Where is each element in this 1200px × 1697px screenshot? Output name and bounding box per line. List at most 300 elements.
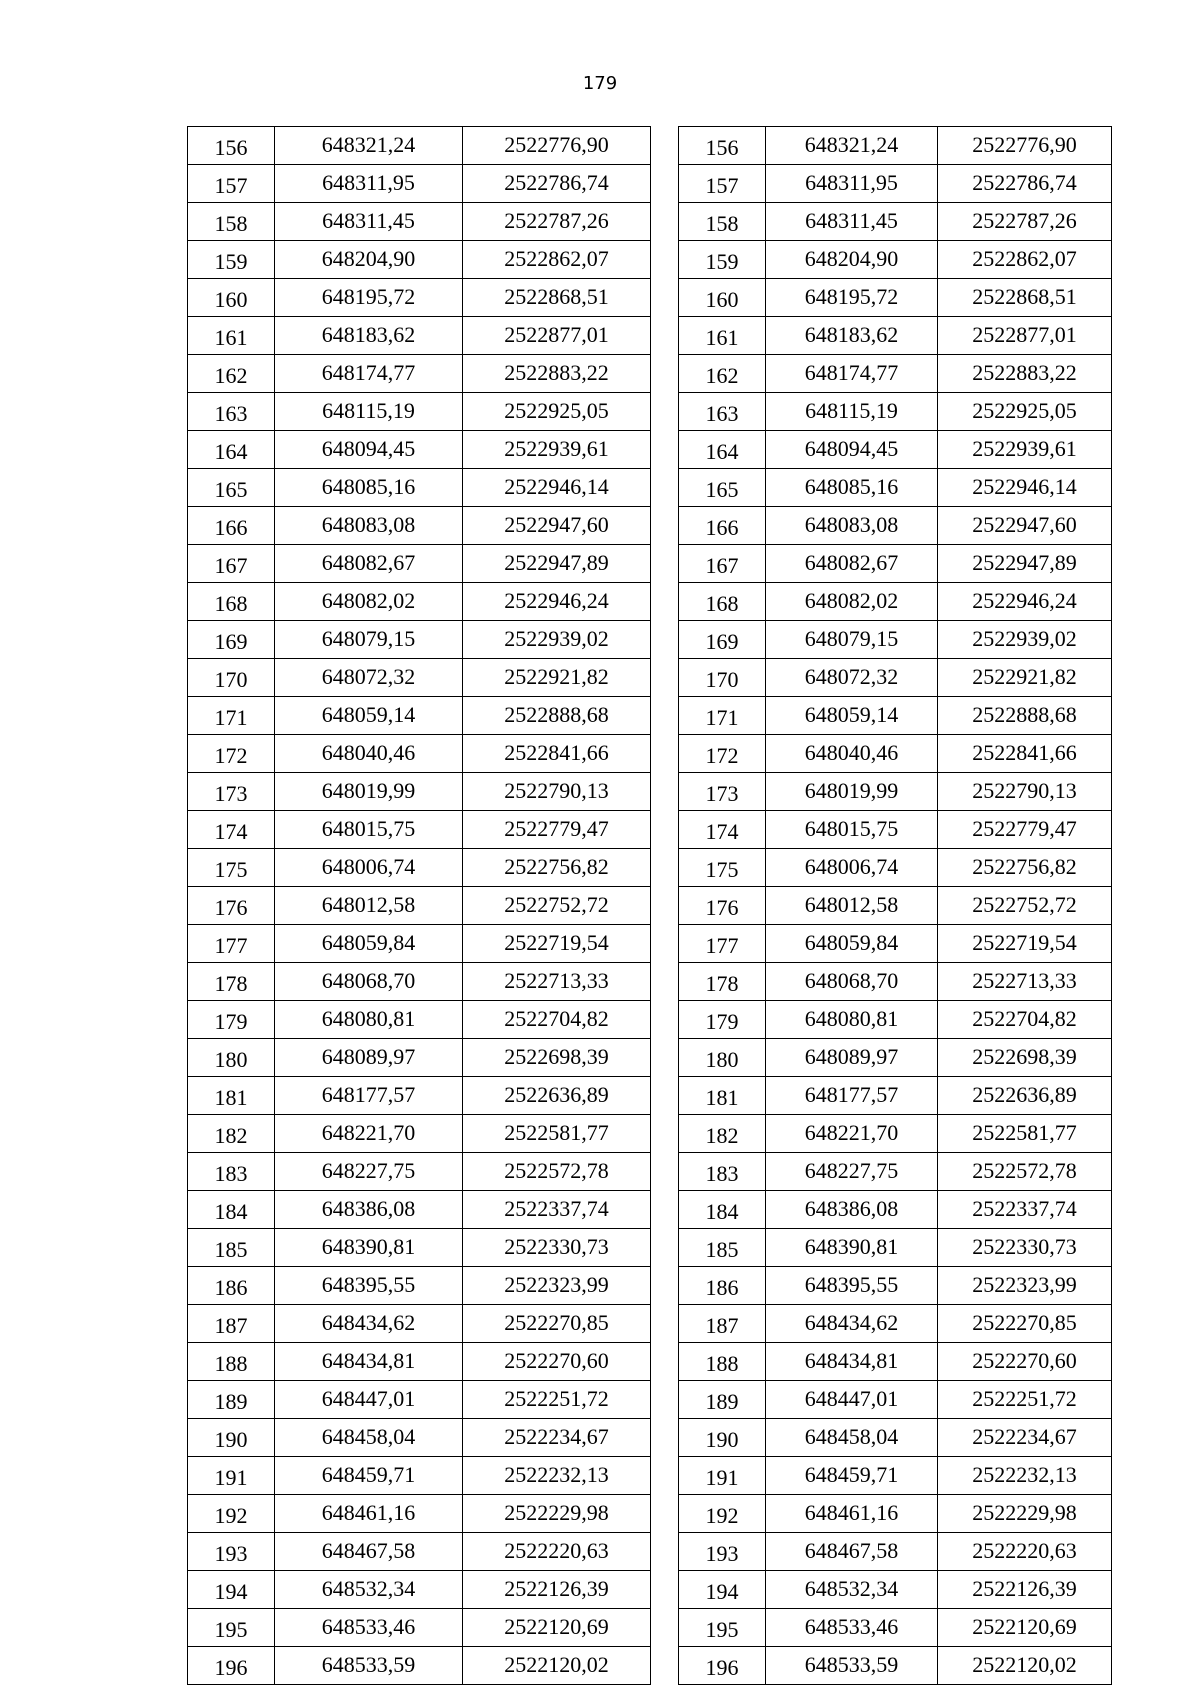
point-number-cell: 168	[188, 583, 275, 621]
table-row	[188, 697, 651, 735]
table-row	[679, 735, 1112, 773]
x-coordinate-cell: 648079,15	[275, 621, 463, 659]
y-coordinate-cell: 2522787,26	[938, 203, 1112, 241]
x-coordinate-cell: 648532,34	[766, 1571, 938, 1609]
x-coordinate-cell: 648434,81	[766, 1343, 938, 1381]
table-row	[679, 1191, 1112, 1229]
table-row	[188, 1229, 651, 1267]
table-row	[188, 925, 651, 963]
table-row	[188, 1077, 651, 1115]
point-number-cell: 182	[679, 1115, 766, 1153]
x-coordinate-cell: 648040,46	[275, 735, 463, 773]
y-coordinate-cell: 2522946,24	[463, 583, 651, 621]
point-number-cell: 192	[679, 1495, 766, 1533]
table-row	[188, 1533, 651, 1571]
table-row	[679, 1305, 1112, 1343]
y-coordinate-cell: 2522698,39	[938, 1039, 1112, 1077]
y-coordinate-cell: 2522752,72	[938, 887, 1112, 925]
table-row	[679, 127, 1112, 165]
point-number-cell: 158	[188, 203, 275, 241]
y-coordinate-cell: 2522946,24	[938, 583, 1112, 621]
point-number-cell: 192	[188, 1495, 275, 1533]
coordinates-table-left-body	[188, 127, 651, 1685]
table-row	[679, 1571, 1112, 1609]
x-coordinate-cell: 648311,45	[766, 203, 938, 241]
x-coordinate-cell: 648458,04	[275, 1419, 463, 1457]
x-coordinate-cell: 648174,77	[766, 355, 938, 393]
point-number-cell: 158	[679, 203, 766, 241]
y-coordinate-cell: 2522779,47	[463, 811, 651, 849]
y-coordinate-cell: 2522636,89	[463, 1077, 651, 1115]
table-row	[679, 659, 1112, 697]
point-number-cell: 178	[679, 963, 766, 1001]
point-number-cell: 190	[679, 1419, 766, 1457]
table-row	[188, 773, 651, 811]
x-coordinate-cell: 648019,99	[275, 773, 463, 811]
y-coordinate-cell: 2522947,89	[463, 545, 651, 583]
table-row	[188, 431, 651, 469]
x-coordinate-cell: 648434,62	[766, 1305, 938, 1343]
y-coordinate-cell: 2522752,72	[463, 887, 651, 925]
x-coordinate-cell: 648386,08	[766, 1191, 938, 1229]
table-row	[679, 1343, 1112, 1381]
x-coordinate-cell: 648195,72	[275, 279, 463, 317]
y-coordinate-cell: 2522337,74	[938, 1191, 1112, 1229]
point-number-cell: 168	[679, 583, 766, 621]
x-coordinate-cell: 648533,46	[275, 1609, 463, 1647]
x-coordinate-cell: 648019,99	[766, 773, 938, 811]
x-coordinate-cell: 648321,24	[766, 127, 938, 165]
x-coordinate-cell: 648227,75	[275, 1153, 463, 1191]
x-coordinate-cell: 648115,19	[275, 393, 463, 431]
y-coordinate-cell: 2522323,99	[463, 1267, 651, 1305]
coordinates-table-right-body	[679, 127, 1112, 1685]
y-coordinate-cell: 2522270,85	[938, 1305, 1112, 1343]
y-coordinate-cell: 2522877,01	[463, 317, 651, 355]
point-number-cell: 185	[679, 1229, 766, 1267]
table-row	[188, 1039, 651, 1077]
table-row	[188, 1647, 651, 1685]
x-coordinate-cell: 648115,19	[766, 393, 938, 431]
table-row	[679, 1381, 1112, 1419]
point-number-cell: 173	[188, 773, 275, 811]
point-number-cell: 185	[188, 1229, 275, 1267]
y-coordinate-cell: 2522713,33	[463, 963, 651, 1001]
x-coordinate-cell: 648390,81	[275, 1229, 463, 1267]
point-number-cell: 165	[679, 469, 766, 507]
x-coordinate-cell: 648083,08	[766, 507, 938, 545]
x-coordinate-cell: 648012,58	[766, 887, 938, 925]
x-coordinate-cell: 648006,74	[766, 849, 938, 887]
table-row	[679, 393, 1112, 431]
table-row	[188, 127, 651, 165]
x-coordinate-cell: 648089,97	[275, 1039, 463, 1077]
y-coordinate-cell: 2522713,33	[938, 963, 1112, 1001]
table-row	[188, 811, 651, 849]
y-coordinate-cell: 2522786,74	[938, 165, 1112, 203]
point-number-cell: 188	[188, 1343, 275, 1381]
table-row	[188, 1343, 651, 1381]
y-coordinate-cell: 2522877,01	[938, 317, 1112, 355]
point-number-cell: 186	[679, 1267, 766, 1305]
y-coordinate-cell: 2522888,68	[463, 697, 651, 735]
point-number-cell: 170	[679, 659, 766, 697]
y-coordinate-cell: 2522636,89	[938, 1077, 1112, 1115]
point-number-cell: 169	[679, 621, 766, 659]
y-coordinate-cell: 2522947,89	[938, 545, 1112, 583]
x-coordinate-cell: 648390,81	[766, 1229, 938, 1267]
y-coordinate-cell: 2522120,02	[463, 1647, 651, 1685]
y-coordinate-cell: 2522698,39	[463, 1039, 651, 1077]
table-row	[679, 203, 1112, 241]
table-row	[188, 279, 651, 317]
y-coordinate-cell: 2522939,61	[938, 431, 1112, 469]
table-row	[188, 393, 651, 431]
point-number-cell: 191	[679, 1457, 766, 1495]
x-coordinate-cell: 648177,57	[766, 1077, 938, 1115]
x-coordinate-cell: 648072,32	[275, 659, 463, 697]
table-row	[679, 1609, 1112, 1647]
point-number-cell: 169	[188, 621, 275, 659]
point-number-cell: 163	[188, 393, 275, 431]
y-coordinate-cell: 2522883,22	[463, 355, 651, 393]
x-coordinate-cell: 648082,02	[766, 583, 938, 621]
table-row	[188, 1495, 651, 1533]
page-number: 179	[582, 73, 618, 94]
x-coordinate-cell: 648204,90	[275, 241, 463, 279]
table-row	[188, 659, 651, 697]
y-coordinate-cell: 2522251,72	[463, 1381, 651, 1419]
point-number-cell: 177	[679, 925, 766, 963]
point-number-cell: 171	[679, 697, 766, 735]
y-coordinate-cell: 2522841,66	[938, 735, 1112, 773]
point-number-cell: 160	[188, 279, 275, 317]
table-row	[679, 545, 1112, 583]
x-coordinate-cell: 648204,90	[766, 241, 938, 279]
table-row	[188, 849, 651, 887]
y-coordinate-cell: 2522704,82	[938, 1001, 1112, 1039]
point-number-cell: 161	[679, 317, 766, 355]
table-row	[679, 1039, 1112, 1077]
y-coordinate-cell: 2522776,90	[938, 127, 1112, 165]
y-coordinate-cell: 2522572,78	[463, 1153, 651, 1191]
y-coordinate-cell: 2522883,22	[938, 355, 1112, 393]
point-number-cell: 163	[679, 393, 766, 431]
y-coordinate-cell: 2522939,02	[463, 621, 651, 659]
point-number-cell: 171	[188, 697, 275, 735]
y-coordinate-cell: 2522921,82	[938, 659, 1112, 697]
table-row	[188, 203, 651, 241]
x-coordinate-cell: 648533,59	[766, 1647, 938, 1685]
point-number-cell: 164	[679, 431, 766, 469]
point-number-cell: 194	[188, 1571, 275, 1609]
y-coordinate-cell: 2522581,77	[463, 1115, 651, 1153]
x-coordinate-cell: 648082,67	[766, 545, 938, 583]
table-row	[188, 1609, 651, 1647]
table-row	[188, 1191, 651, 1229]
x-coordinate-cell: 648040,46	[766, 735, 938, 773]
y-coordinate-cell: 2522947,60	[463, 507, 651, 545]
x-coordinate-cell: 648447,01	[766, 1381, 938, 1419]
table-row	[188, 241, 651, 279]
x-coordinate-cell: 648174,77	[275, 355, 463, 393]
y-coordinate-cell: 2522572,78	[938, 1153, 1112, 1191]
table-row	[679, 1419, 1112, 1457]
point-number-cell: 159	[188, 241, 275, 279]
table-row	[679, 431, 1112, 469]
point-number-cell: 177	[188, 925, 275, 963]
x-coordinate-cell: 648461,16	[766, 1495, 938, 1533]
table-row	[679, 1153, 1112, 1191]
table-row	[679, 1229, 1112, 1267]
x-coordinate-cell: 648434,81	[275, 1343, 463, 1381]
point-number-cell: 164	[188, 431, 275, 469]
x-coordinate-cell: 648311,95	[766, 165, 938, 203]
point-number-cell: 191	[188, 1457, 275, 1495]
x-coordinate-cell: 648085,16	[766, 469, 938, 507]
y-coordinate-cell: 2522270,60	[938, 1343, 1112, 1381]
x-coordinate-cell: 648447,01	[275, 1381, 463, 1419]
point-number-cell: 162	[188, 355, 275, 393]
x-coordinate-cell: 648183,62	[275, 317, 463, 355]
x-coordinate-cell: 648461,16	[275, 1495, 463, 1533]
point-number-cell: 196	[679, 1647, 766, 1685]
x-coordinate-cell: 648015,75	[766, 811, 938, 849]
table-row	[188, 1267, 651, 1305]
y-coordinate-cell: 2522946,14	[463, 469, 651, 507]
point-number-cell: 175	[679, 849, 766, 887]
table-row	[679, 773, 1112, 811]
point-number-cell: 156	[679, 127, 766, 165]
y-coordinate-cell: 2522841,66	[463, 735, 651, 773]
table-row	[188, 1381, 651, 1419]
point-number-cell: 174	[188, 811, 275, 849]
x-coordinate-cell: 648183,62	[766, 317, 938, 355]
table-row	[679, 583, 1112, 621]
point-number-cell: 183	[188, 1153, 275, 1191]
x-coordinate-cell: 648395,55	[766, 1267, 938, 1305]
x-coordinate-cell: 648080,81	[766, 1001, 938, 1039]
y-coordinate-cell: 2522220,63	[938, 1533, 1112, 1571]
point-number-cell: 161	[188, 317, 275, 355]
y-coordinate-cell: 2522126,39	[938, 1571, 1112, 1609]
y-coordinate-cell: 2522779,47	[938, 811, 1112, 849]
point-number-cell: 157	[679, 165, 766, 203]
point-number-cell: 193	[679, 1533, 766, 1571]
point-number-cell: 195	[188, 1609, 275, 1647]
y-coordinate-cell: 2522790,13	[463, 773, 651, 811]
x-coordinate-cell: 648006,74	[275, 849, 463, 887]
point-number-cell: 166	[188, 507, 275, 545]
x-coordinate-cell: 648015,75	[275, 811, 463, 849]
point-number-cell: 187	[188, 1305, 275, 1343]
x-coordinate-cell: 648221,70	[275, 1115, 463, 1153]
x-coordinate-cell: 648068,70	[275, 963, 463, 1001]
x-coordinate-cell: 648082,02	[275, 583, 463, 621]
y-coordinate-cell: 2522925,05	[938, 393, 1112, 431]
x-coordinate-cell: 648094,45	[275, 431, 463, 469]
table-row	[679, 849, 1112, 887]
x-coordinate-cell: 648533,46	[766, 1609, 938, 1647]
point-number-cell: 179	[188, 1001, 275, 1039]
table-row	[188, 317, 651, 355]
x-coordinate-cell: 648094,45	[766, 431, 938, 469]
point-number-cell: 181	[679, 1077, 766, 1115]
y-coordinate-cell: 2522862,07	[463, 241, 651, 279]
point-number-cell: 179	[679, 1001, 766, 1039]
point-number-cell: 183	[679, 1153, 766, 1191]
point-number-cell: 184	[188, 1191, 275, 1229]
table-row	[188, 1115, 651, 1153]
x-coordinate-cell: 648321,24	[275, 127, 463, 165]
x-coordinate-cell: 648079,15	[766, 621, 938, 659]
y-coordinate-cell: 2522232,13	[938, 1457, 1112, 1495]
y-coordinate-cell: 2522120,69	[463, 1609, 651, 1647]
table-row	[679, 621, 1112, 659]
table-row	[679, 1077, 1112, 1115]
table-row	[188, 1153, 651, 1191]
x-coordinate-cell: 648059,14	[766, 697, 938, 735]
point-number-cell: 174	[679, 811, 766, 849]
point-number-cell: 172	[188, 735, 275, 773]
point-number-cell: 165	[188, 469, 275, 507]
y-coordinate-cell: 2522704,82	[463, 1001, 651, 1039]
table-row	[188, 963, 651, 1001]
point-number-cell: 172	[679, 735, 766, 773]
point-number-cell: 190	[188, 1419, 275, 1457]
y-coordinate-cell: 2522925,05	[463, 393, 651, 431]
table-row	[188, 507, 651, 545]
point-number-cell: 167	[188, 545, 275, 583]
coordinates-table-left	[187, 126, 651, 1685]
y-coordinate-cell: 2522921,82	[463, 659, 651, 697]
x-coordinate-cell: 648386,08	[275, 1191, 463, 1229]
x-coordinate-cell: 648467,58	[766, 1533, 938, 1571]
x-coordinate-cell: 648458,04	[766, 1419, 938, 1457]
x-coordinate-cell: 648221,70	[766, 1115, 938, 1153]
y-coordinate-cell: 2522220,63	[463, 1533, 651, 1571]
y-coordinate-cell: 2522786,74	[463, 165, 651, 203]
y-coordinate-cell: 2522947,60	[938, 507, 1112, 545]
table-row	[188, 1571, 651, 1609]
table-row	[679, 1647, 1112, 1685]
y-coordinate-cell: 2522120,02	[938, 1647, 1112, 1685]
point-number-cell: 189	[679, 1381, 766, 1419]
x-coordinate-cell: 648532,34	[275, 1571, 463, 1609]
table-row	[679, 279, 1112, 317]
x-coordinate-cell: 648082,67	[275, 545, 463, 583]
y-coordinate-cell: 2522234,67	[463, 1419, 651, 1457]
x-coordinate-cell: 648083,08	[275, 507, 463, 545]
table-row	[679, 317, 1112, 355]
y-coordinate-cell: 2522126,39	[463, 1571, 651, 1609]
y-coordinate-cell: 2522270,60	[463, 1343, 651, 1381]
table-row	[188, 1305, 651, 1343]
y-coordinate-cell: 2522330,73	[463, 1229, 651, 1267]
table-row	[679, 1115, 1112, 1153]
point-number-cell: 194	[679, 1571, 766, 1609]
x-coordinate-cell: 648195,72	[766, 279, 938, 317]
table-row	[188, 621, 651, 659]
point-number-cell: 186	[188, 1267, 275, 1305]
x-coordinate-cell: 648227,75	[766, 1153, 938, 1191]
point-number-cell: 193	[188, 1533, 275, 1571]
point-number-cell: 156	[188, 127, 275, 165]
point-number-cell: 180	[188, 1039, 275, 1077]
point-number-cell: 173	[679, 773, 766, 811]
y-coordinate-cell: 2522790,13	[938, 773, 1112, 811]
x-coordinate-cell: 648459,71	[275, 1457, 463, 1495]
table-row	[188, 1001, 651, 1039]
point-number-cell: 187	[679, 1305, 766, 1343]
point-number-cell: 178	[188, 963, 275, 1001]
y-coordinate-cell: 2522270,85	[463, 1305, 651, 1343]
table-row	[188, 1419, 651, 1457]
x-coordinate-cell: 648467,58	[275, 1533, 463, 1571]
y-coordinate-cell: 2522232,13	[463, 1457, 651, 1495]
point-number-cell: 189	[188, 1381, 275, 1419]
x-coordinate-cell: 648085,16	[275, 469, 463, 507]
table-row	[188, 583, 651, 621]
point-number-cell: 167	[679, 545, 766, 583]
y-coordinate-cell: 2522787,26	[463, 203, 651, 241]
point-number-cell: 170	[188, 659, 275, 697]
table-row	[679, 963, 1112, 1001]
point-number-cell: 160	[679, 279, 766, 317]
x-coordinate-cell: 648072,32	[766, 659, 938, 697]
table-row	[679, 469, 1112, 507]
y-coordinate-cell: 2522234,67	[938, 1419, 1112, 1457]
y-coordinate-cell: 2522251,72	[938, 1381, 1112, 1419]
point-number-cell: 162	[679, 355, 766, 393]
table-row	[679, 1495, 1112, 1533]
table-row	[188, 735, 651, 773]
y-coordinate-cell: 2522229,98	[463, 1495, 651, 1533]
table-row	[188, 469, 651, 507]
y-coordinate-cell: 2522330,73	[938, 1229, 1112, 1267]
x-coordinate-cell: 648080,81	[275, 1001, 463, 1039]
y-coordinate-cell: 2522337,74	[463, 1191, 651, 1229]
x-coordinate-cell: 648059,84	[766, 925, 938, 963]
y-coordinate-cell: 2522323,99	[938, 1267, 1112, 1305]
table-row	[679, 925, 1112, 963]
point-number-cell: 159	[679, 241, 766, 279]
table-row	[679, 1001, 1112, 1039]
table-row	[679, 887, 1112, 925]
y-coordinate-cell: 2522756,82	[463, 849, 651, 887]
y-coordinate-cell: 2522939,61	[463, 431, 651, 469]
y-coordinate-cell: 2522719,54	[463, 925, 651, 963]
y-coordinate-cell: 2522946,14	[938, 469, 1112, 507]
y-coordinate-cell: 2522120,69	[938, 1609, 1112, 1647]
x-coordinate-cell: 648089,97	[766, 1039, 938, 1077]
point-number-cell: 195	[679, 1609, 766, 1647]
point-number-cell: 176	[188, 887, 275, 925]
table-row	[679, 241, 1112, 279]
x-coordinate-cell: 648068,70	[766, 963, 938, 1001]
point-number-cell: 180	[679, 1039, 766, 1077]
point-number-cell: 182	[188, 1115, 275, 1153]
table-row	[188, 165, 651, 203]
y-coordinate-cell: 2522939,02	[938, 621, 1112, 659]
table-row	[188, 887, 651, 925]
table-row	[679, 1533, 1112, 1571]
table-row	[679, 697, 1112, 735]
x-coordinate-cell: 648311,45	[275, 203, 463, 241]
point-number-cell: 196	[188, 1647, 275, 1685]
point-number-cell: 175	[188, 849, 275, 887]
table-row	[679, 507, 1112, 545]
